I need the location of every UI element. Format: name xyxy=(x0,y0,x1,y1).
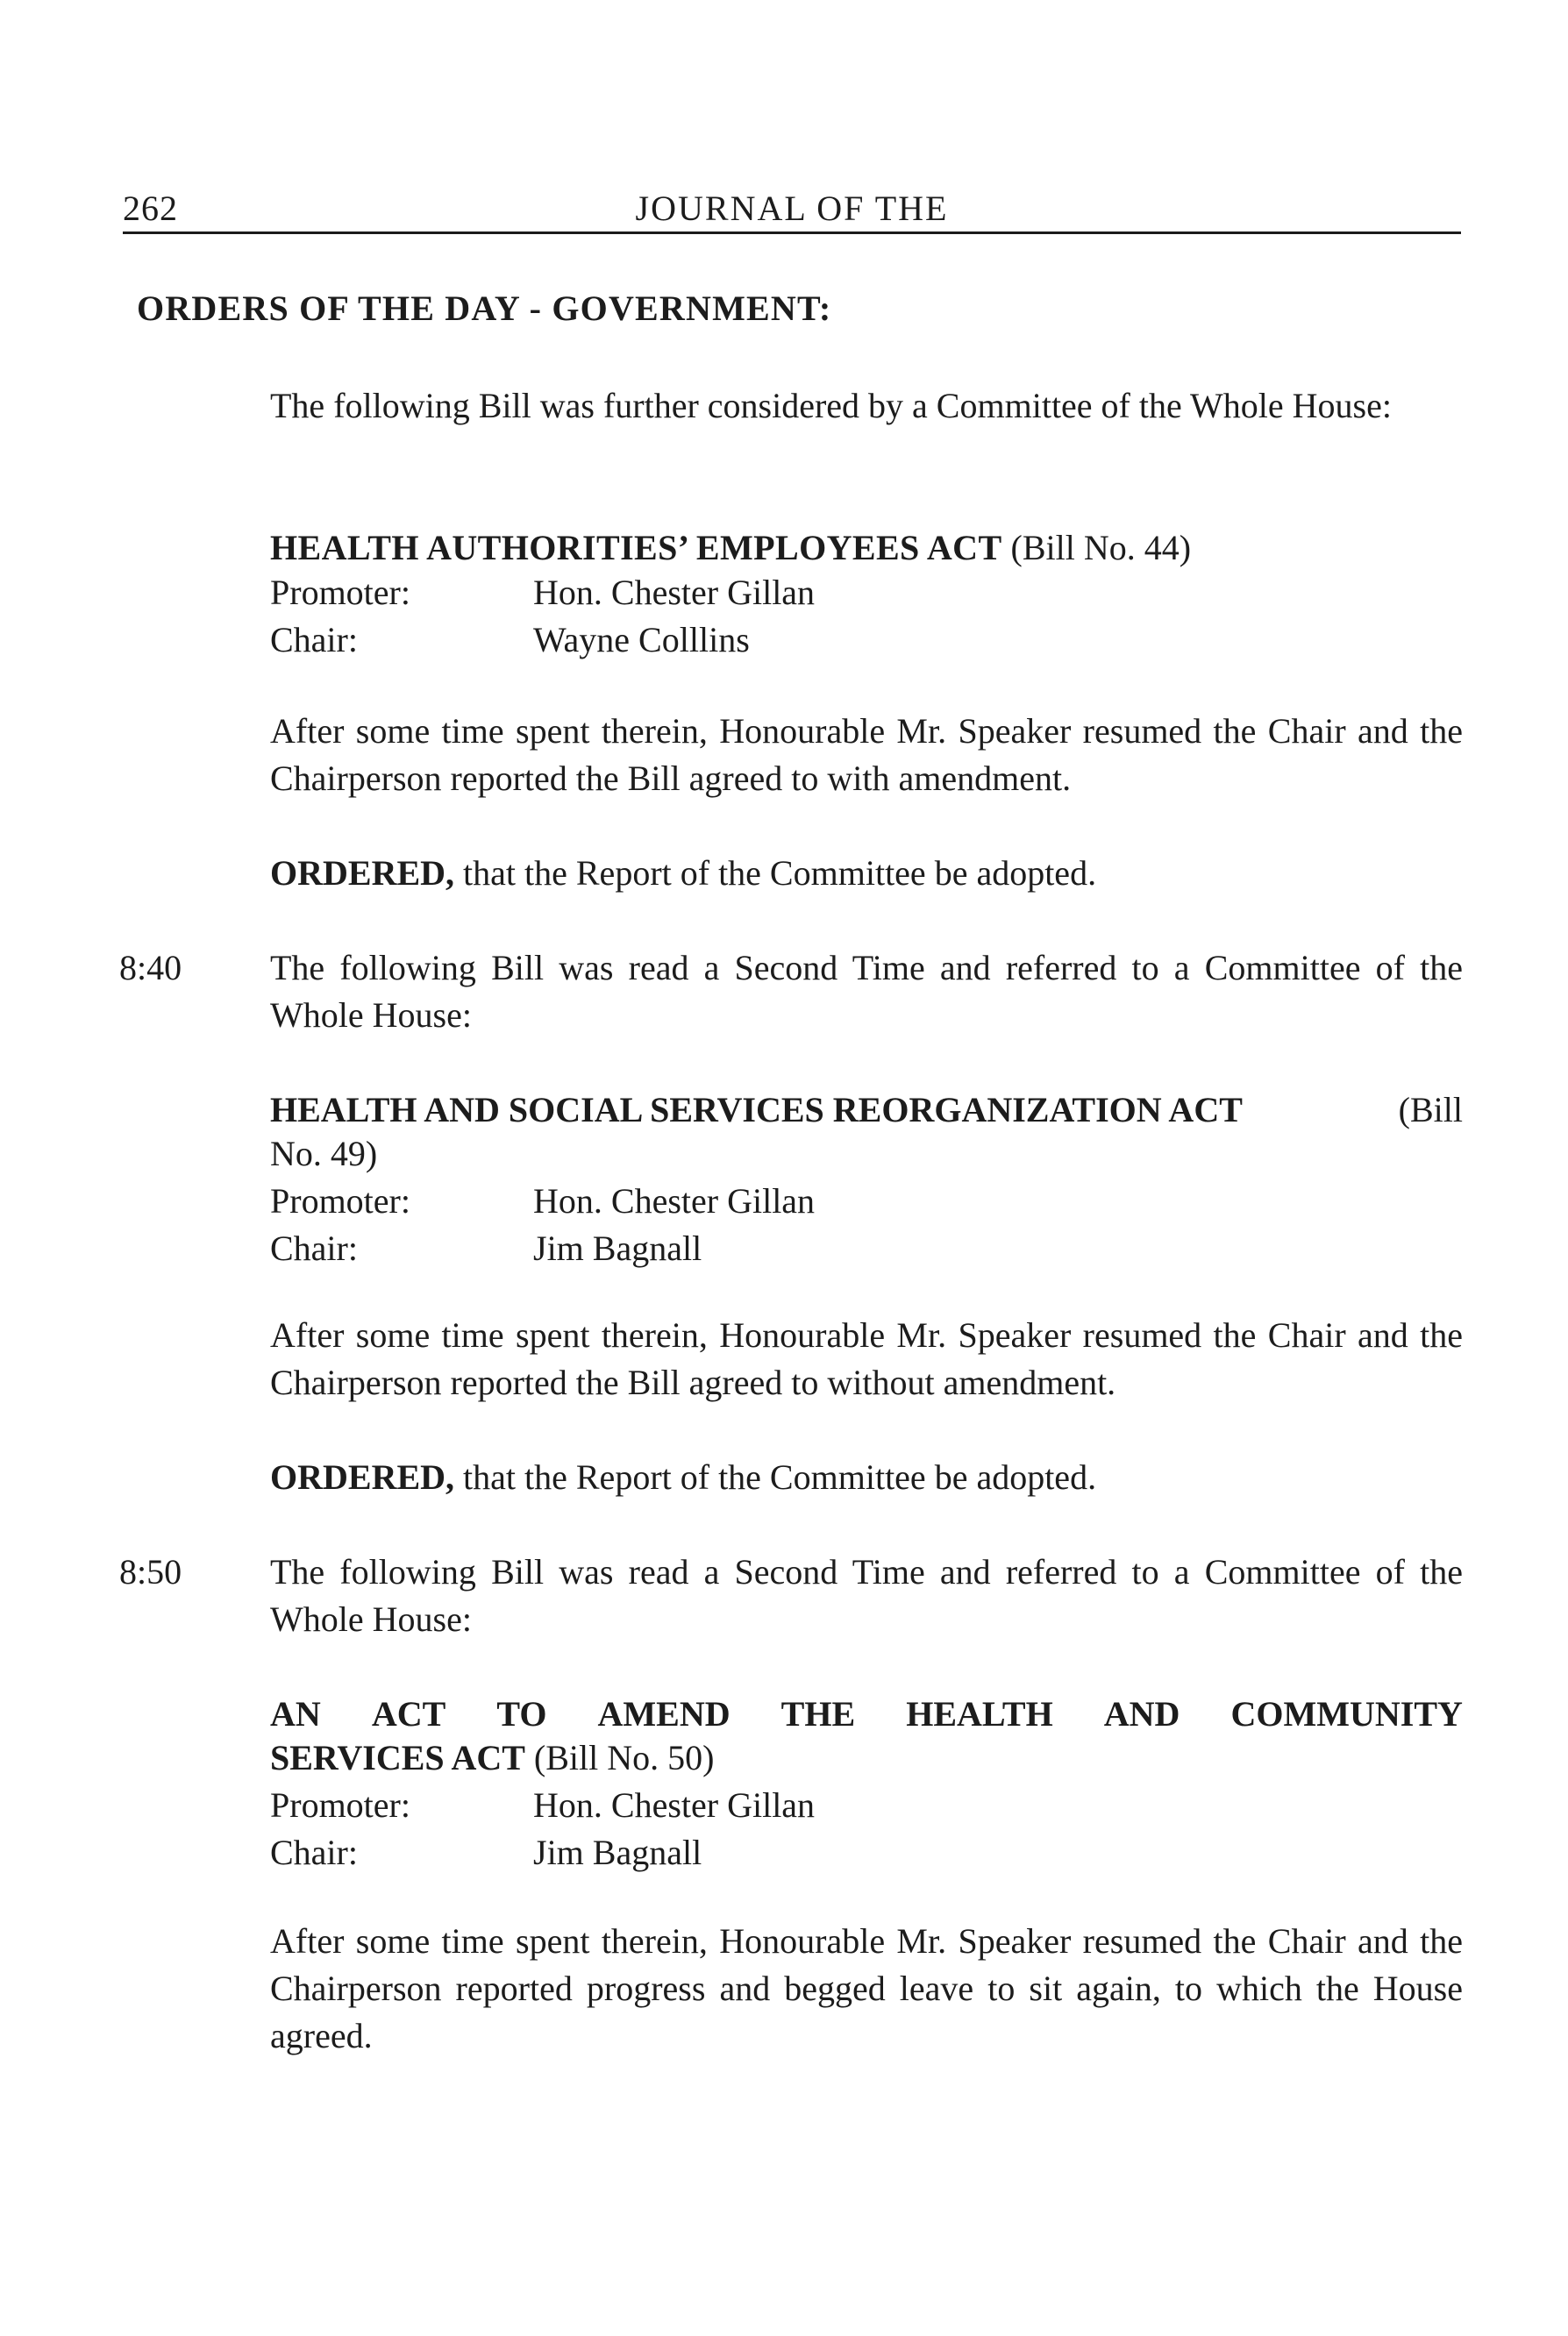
block1-promoter-row xyxy=(270,569,815,616)
block3-chair-row xyxy=(270,1829,702,1877)
block3-time: 8:50 xyxy=(119,1552,182,1592)
ordered-label: ORDERED, xyxy=(270,853,455,893)
block1-bill-heading xyxy=(270,524,1463,572)
block1-chair-row xyxy=(270,616,750,664)
chair-name: Jim Bagnall xyxy=(533,1833,702,1872)
block2-after: After some time spent therein, Honourable Mr. Speaker resumed the Chair and the Chairperson reported the Bill agreed to without amendment. xyxy=(270,1315,1463,1402)
block2-promoter-row xyxy=(270,1178,815,1225)
block2-chair-row xyxy=(270,1225,702,1272)
promoter-label: Promoter: xyxy=(270,573,410,612)
bill-title-word: AN xyxy=(270,1694,321,1734)
block3-after: After some time spent therein, Honourable Mr. Speaker resumed the Chair and the Chairperson reported progress and begged leave to sit again, to which the House agreed. xyxy=(270,1921,1463,2055)
bill-title-word: AMEND xyxy=(597,1694,731,1734)
block3-intro: The following Bill was read a Second Time and referred to a Committee of the Whole House: xyxy=(270,1552,1463,1639)
block1-intro: The following Bill was further considered by a Committee of the Whole House: xyxy=(270,386,1392,425)
ordered-text: that the Report of the Committee be adopted. xyxy=(463,1457,1097,1497)
promoter-name: Hon. Chester Gillan xyxy=(533,1785,816,1825)
bill-title-word: THE xyxy=(780,1694,856,1734)
block2-intro: The following Bill was read a Second Time and referred to a Committee of the Whole House: xyxy=(270,948,1463,1035)
promoter-label: Promoter: xyxy=(270,1785,410,1825)
block2-ordered xyxy=(270,1454,1463,1501)
promoter-name: Hon. Chester Gillan xyxy=(533,1181,816,1221)
block1-ordered xyxy=(270,850,1463,897)
block3-bill-heading-line2 xyxy=(270,1734,1463,1782)
block1-bill-number: (Bill No. 44) xyxy=(1010,528,1192,567)
block3-promoter-row xyxy=(270,1782,815,1829)
block3-bill-title-line2: SERVICES ACT xyxy=(270,1738,525,1777)
bill-title-word: HEALTH xyxy=(906,1694,1053,1734)
chair-name: Jim Bagnall xyxy=(533,1229,702,1268)
bill-title-word: AND xyxy=(1103,1694,1180,1734)
block1-bill-title: HEALTH AUTHORITIES’ EMPLOYEES ACT xyxy=(270,528,1002,567)
bill-title-word: COMMUNITY xyxy=(1230,1694,1463,1734)
promoter-name: Hon. Chester Gillan xyxy=(533,573,816,612)
chair-name: Wayne Colllins xyxy=(533,620,750,659)
bill-title-word: TO xyxy=(496,1694,547,1734)
block2-bill-title: HEALTH AND SOCIAL SERVICES REORGANIZATION ACT xyxy=(270,1090,1243,1129)
block2-bill-number-part1: (Bill xyxy=(1398,1090,1463,1129)
chair-label: Chair: xyxy=(270,1229,358,1268)
block2-bill-number-part2: No. 49) xyxy=(270,1134,378,1173)
page-number: 262 xyxy=(123,189,178,228)
section-heading: ORDERS OF THE DAY - GOVERNMENT: xyxy=(137,288,832,328)
block2-bill-heading xyxy=(270,1086,1463,1134)
journal-title: JOURNAL OF THE xyxy=(635,189,949,228)
block1-after: After some time spent therein, Honourable Mr. Speaker resumed the Chair and the Chairperson reported the Bill agreed to with amendment. xyxy=(270,711,1463,798)
block3-bill-number: (Bill No. 50) xyxy=(533,1738,715,1777)
chair-label: Chair: xyxy=(270,620,358,659)
block2-time: 8:40 xyxy=(119,948,182,987)
ordered-label: ORDERED, xyxy=(270,1457,455,1497)
header-rule xyxy=(123,231,1461,234)
bill-title-word: ACT xyxy=(371,1694,446,1734)
chair-label: Chair: xyxy=(270,1833,358,1872)
block2-bill-number-line xyxy=(270,1130,1463,1178)
promoter-label: Promoter: xyxy=(270,1181,410,1221)
block3-bill-heading xyxy=(270,1691,1463,1738)
ordered-text: that the Report of the Committee be adopted. xyxy=(463,853,1097,893)
